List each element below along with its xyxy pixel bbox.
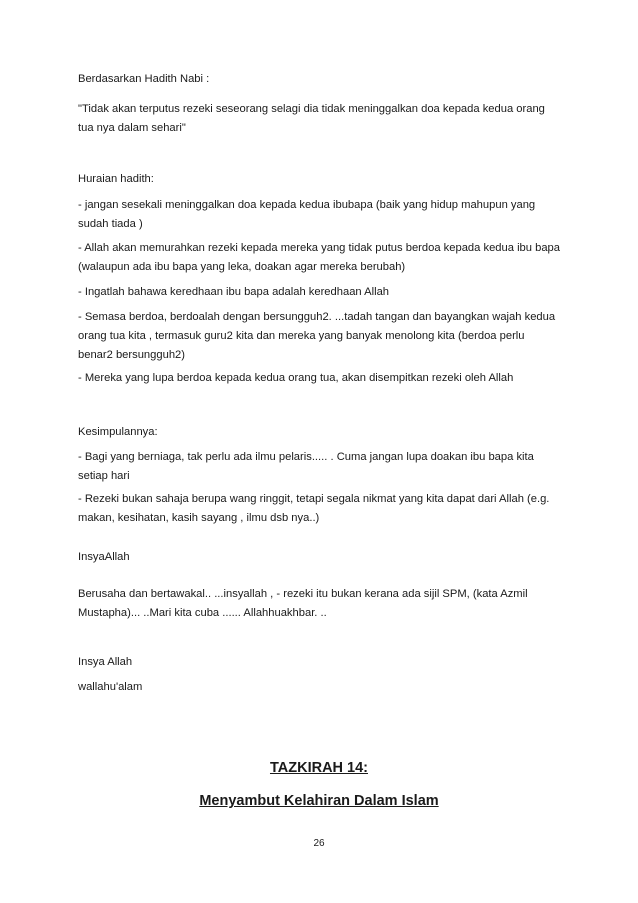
paragraph-huraian-heading: Huraian hadith: [78, 173, 154, 185]
paragraph-intro: Berdasarkan Hadith Nabi : [78, 73, 210, 85]
paragraph-point-1: - jangan sesekali meninggalkan doa kepada kedua ibubapa (baik yang hidup mahupun yang sudah tiada ) [78, 199, 536, 230]
paragraph-insyaallah-1: InsyaAllah [78, 551, 130, 563]
heading-tazkirah: TAZKIRAH 14: [269, 760, 368, 776]
paragraph-kesimpulan-heading: Kesimpulannya: [78, 426, 158, 438]
paragraph-point-4: - Semasa berdoa, berdoalah dengan bersungguh2. ...tadah tangan dan bayangkan wajah kedua orang tua kita , termasuk guru2 kita dan mereka yang banyak menolong kita (berdoa perlu benar2 bersungguh2) [78, 311, 556, 361]
paragraph-point-3: - Ingatlah bahawa keredhaan ibu bapa adalah keredhaan Allah [78, 286, 390, 298]
page-number: 26 [313, 838, 325, 849]
paragraph-kesimpulan-2: - Rezeki bukan sahaja berupa wang ringgit, tetapi segala nikmat yang kita dapat dari Allah (e.g. makan, kesihatan, kasih sayang , ilmu dsb nya..) [78, 493, 550, 524]
paragraph-kesimpulan-1: - Bagi yang berniaga, tak perlu ada ilmu pelaris..... . Cuma jangan lupa doakan ibu bapa kita setiap hari [78, 451, 534, 482]
paragraph-point-2: - Allah akan memurahkan rezeki kepada mereka yang tidak putus berdoa kepada kedua ibu bapa (walaupun ada ibu bapa yang leka, doakan agar mereka berubah) [78, 242, 560, 273]
paragraph-berusaha: Berusaha dan bertawakal.. ...insyallah , - rezeki itu bukan kerana ada sijil SPM, (kata Azmil Mustapha)... ..Mari kita cuba ...... Allahhuakhbar. .. [78, 588, 528, 619]
paragraph-wallahualam: wallahu'alam [78, 681, 143, 693]
paragraph-hadith-quote: "Tidak akan terputus rezeki seseorang selagi dia tidak meninggalkan doa kepada kedua orang tua nya dalam sehari" [78, 103, 545, 134]
paragraph-point-5: - Mereka yang lupa berdoa kepada kedua orang tua, akan disempitkan rezeki oleh Allah [78, 372, 514, 384]
subheading-kelahiran: Menyambut Kelahiran Dalam Islam [199, 793, 439, 809]
paragraph-insyaallah-2: Insya Allah [78, 656, 133, 668]
